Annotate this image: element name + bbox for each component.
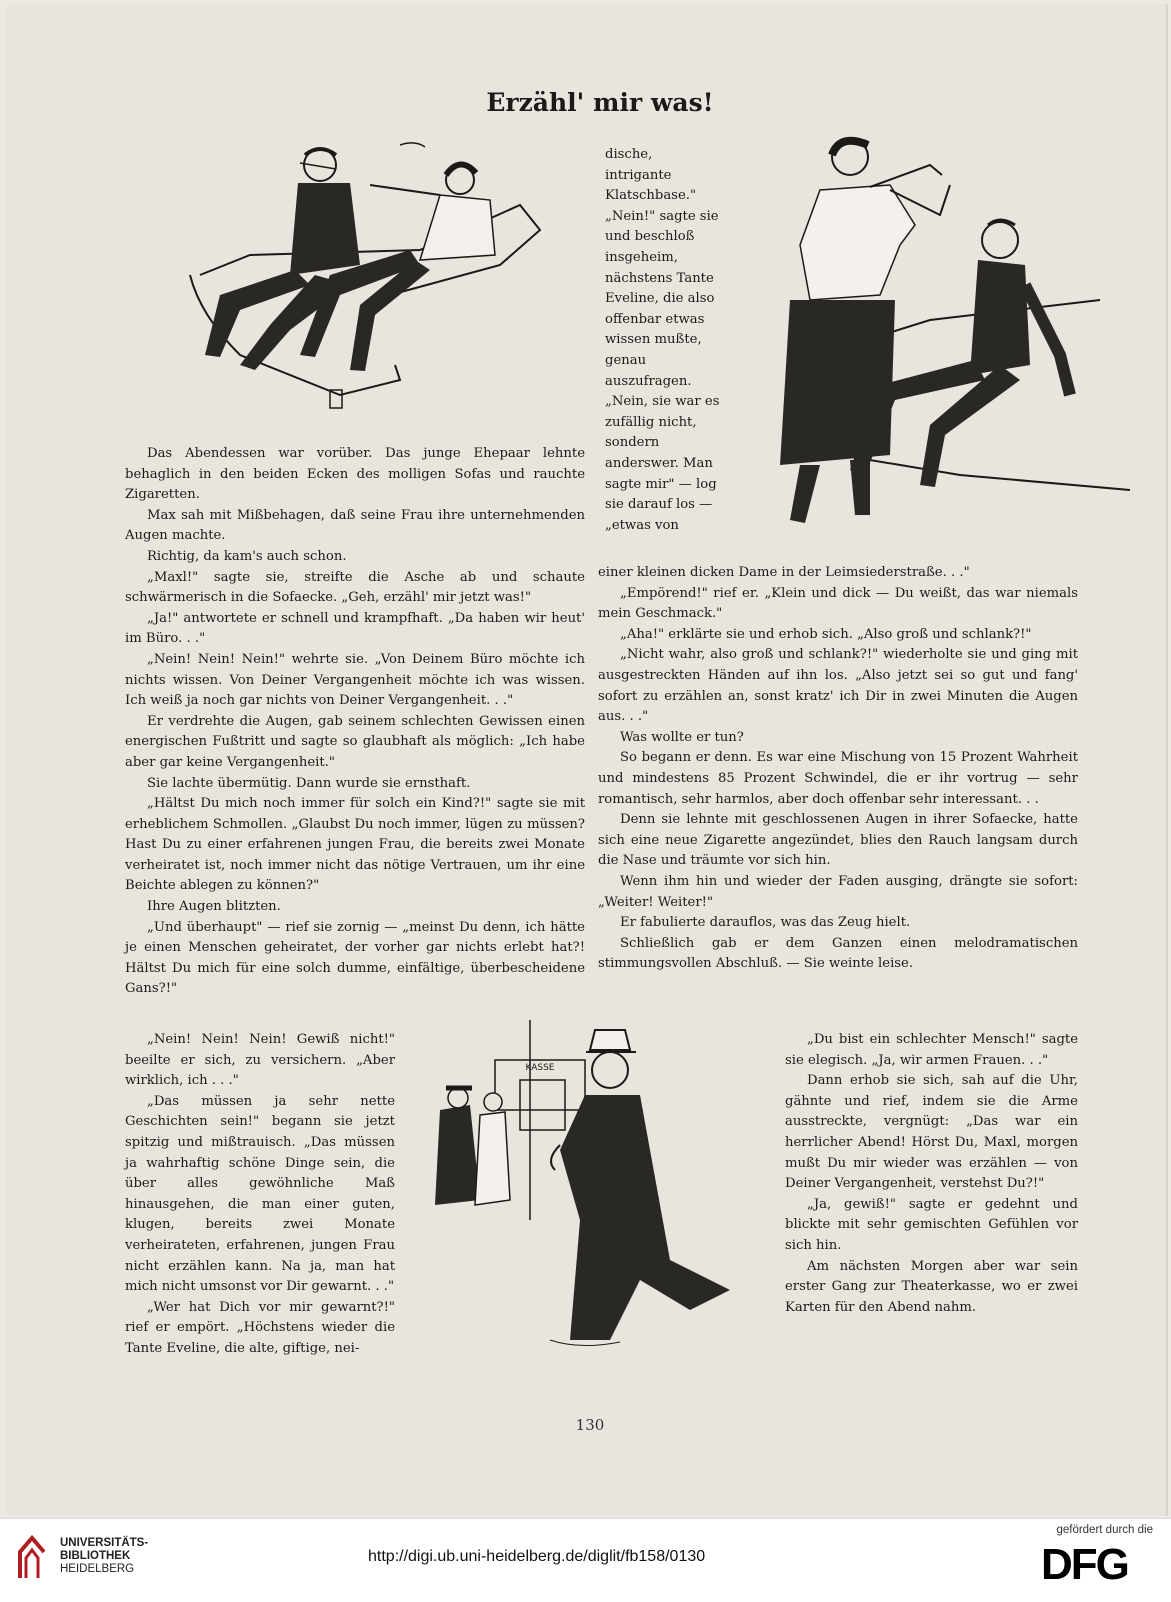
bottom-right-text-column [785, 1030, 1078, 1318]
paragraph: einer kleinen dicken Dame in der Leimsiederstraße. . ." [598, 565, 970, 580]
paragraph: „Ja, gewiß!" sagte er gedehnt und blickte mit sehr gemischten Gefühlen vor sich hin. [785, 1196, 1078, 1253]
paragraph: Schließlich gab er dem Ganzen einen melodramatischen stimmungsvollen Abschluß. — Sie weinte leise. [598, 935, 1078, 972]
paragraph: Wenn ihm hin und wieder der Faden ausging, drängte sie sofort: „Weiter! Weiter!" [598, 873, 1078, 910]
paragraph: Dann erhob sie sich, sah auf die Uhr, gähnte und rief, indem sie die Arme ausstreckte, vergnügt: „Das war ein herrlicher Abend! Hörst Du, Maxl, morgen mußt Du mir wieder was erzählen — von Deiner Vergangenheit, verstehst Du?!" [785, 1073, 1078, 1192]
narrow-text-column [605, 145, 720, 536]
article-title: Erzähl' mir was! [486, 88, 714, 117]
bottom-left-text-column [125, 1030, 395, 1360]
permalink-url[interactable]: http://digi.ub.uni-heidelberg.de/diglit/fb158/0130 [368, 1548, 706, 1565]
paragraph: Was wollte er tun? [620, 729, 744, 745]
paragraph: Er verdrehte die Augen, gab seinem schlechten Gewissen einen energischen Fußtritt und sagte so glaubhaft als möglich: „Ich habe aber gar keine Vergangenheit." [125, 713, 585, 770]
paragraph: Das Abendessen war vorüber. Das junge Ehepaar lehnte behaglich in den beiden Ecken des molligen Sofas und rauchte Zigaretten. [125, 446, 585, 503]
paragraph: „Und überhaupt" — rief sie zornig — „meinst Du denn, ich hätte je einen Menschen geheiratet, der vorher gar nichts erlebt hat?! Hältst Du mich für eine solch dumme, einfältige, überbescheidene Gans?!" [125, 919, 585, 997]
funding-label: gefördert durch die [1056, 1524, 1153, 1536]
right-text-column [598, 563, 1078, 975]
university-library-name[interactable] [60, 1537, 148, 1576]
paragraph: „Aha!" erklärte sie und erhob sich. „Also groß und schlank?!" [620, 626, 1032, 642]
paragraph: Richtig, da kam's auch schon. [147, 548, 347, 564]
paragraph: Ihre Augen blitzten. [147, 899, 281, 915]
university-library-logo-icon [16, 1532, 48, 1582]
paragraph: „Hältst Du mich noch immer für solch ein Kind?!" sagte sie mit erheblichem Schmollen. „Glaubst Du noch immer, lügen zu müssen? Hast Du zu einer erfahrenen jungen Frau, die bereits zwei Monate verheiratet ist, noch immer nicht das nötige Vertrauen, um ihr eine Beichte ablegen zu können?" [125, 796, 585, 894]
scolding-couple-illustration [730, 125, 1130, 545]
paragraph: Max sah mit Mißbehagen, daß seine Frau ihre unternehmenden Augen machte. [125, 507, 585, 544]
paragraph: „Empörend!" rief er. „Klein und dick — Du weißt, das war niemals mein Geschmack." [598, 585, 1078, 622]
library-name-line: UNIVERSITÄTS- [60, 1537, 149, 1549]
paragraph: Denn sie lehnte mit geschlossenen Augen in ihrer Sofaecke, hatte sich eine neue Zigarette angezündet, blies den Rauch langsam durch die Nase und träumte vor sich hin. [598, 812, 1078, 869]
paragraph: So begann er denn. Es war eine Mischung von 15 Prozent Wahrheit und mindestens 85 Prozent Schwindel, die er ihr vortrug — sehr romantisch, sehr harmlos, aber doch offenbar sehr interessant. . . [598, 750, 1078, 807]
library-name-line: BIBLIOTHEK [60, 1550, 131, 1562]
page-number: 130 [575, 1416, 605, 1434]
left-text-column [125, 444, 585, 1000]
paragraph: „Du bist ein schlechter Mensch!" sagte sie elegisch. „Ja, wir armen Frauen. . ." [785, 1032, 1078, 1068]
paragraph: Er fabulierte darauflos, was das Zeug hielt. [620, 915, 911, 931]
kasse-sign: KASSE [525, 1063, 555, 1073]
paragraph: Sie lachte übermütig. Dann wurde sie ernsthaft. [147, 775, 471, 791]
paragraph: „Nein! Nein! Nein!" wehrte sie. „Von Deinem Büro möchte ich nichts wissen. Von Deiner Vergangenheit möchte ich was wissen. Ich weiß ja noch gar nichts von Deiner Vergangenheit. . ." [125, 651, 585, 709]
paragraph: Am nächsten Morgen aber war sein erster Gang zur Theaterkasse, wo er zwei Karten für den Abend nahm. [785, 1258, 1078, 1315]
dfg-logo[interactable]: DFG [1041, 1540, 1128, 1589]
paragraph: „Das müssen ja sehr nette Geschichten sein!" begann sie jetzt spitzig und mißtrauisch. „Das müssen ja wahrhaftig schöne Dinge sein, die über alles gewöhnliche Maß hinausgehen, die man einer guten, klugen, bereits zwei Monate verheirateten, erfahrenen, jungen Frau nicht erzählen kann. Na ja, man hat mich nicht umsonst vor Dir gewarnt. . ." [125, 1093, 395, 1295]
paragraph: „Maxl!" sagte sie, streifte die Asche ab und schaute schwärmerisch in die Sofaecke. „Geh, erzähl' mir jetzt was!" [125, 569, 585, 606]
library-name-line: HEIDELBERG [60, 1563, 135, 1575]
paragraph: dische, intrigante Klatschbase." „Nein!" sagte sie und beschloß insgeheim, nächstens Tante Eveline, die also offenbar etwas wissen mußte, genau auszufragen. „Nein, sie war es zufällig nicht, sondern anderswer. Man sagte mir" — log sie darauf los — „etwas von [605, 147, 720, 533]
sofa-couple-illustration [160, 125, 560, 415]
paragraph: „Nein! Nein! Nein! Gewiß nicht!" beeilte er sich, zu versichern. „Aber wirklich, ich . . ." [125, 1032, 395, 1089]
box-office-illustration [410, 1020, 770, 1360]
paragraph: „Ja!" antwortete er schnell und krampfhaft. „Da haben wir heut' im Büro. . ." [125, 610, 585, 647]
paragraph: „Nicht wahr, also groß und schlank?!" wiederholte sie und ging mit ausgestreckten Händen auf ihn los. „Also jetzt sei so gut und fang' sofort zu erzählen an, sonst kratz' ich Dir in zwei Minuten die Augen aus. . ." [598, 647, 1078, 725]
paragraph: „Wer hat Dich vor mir gewarnt?!" rief er empört. „Höchstens wieder die Tante Eveline, die alte, giftige, nei- [125, 1299, 395, 1356]
